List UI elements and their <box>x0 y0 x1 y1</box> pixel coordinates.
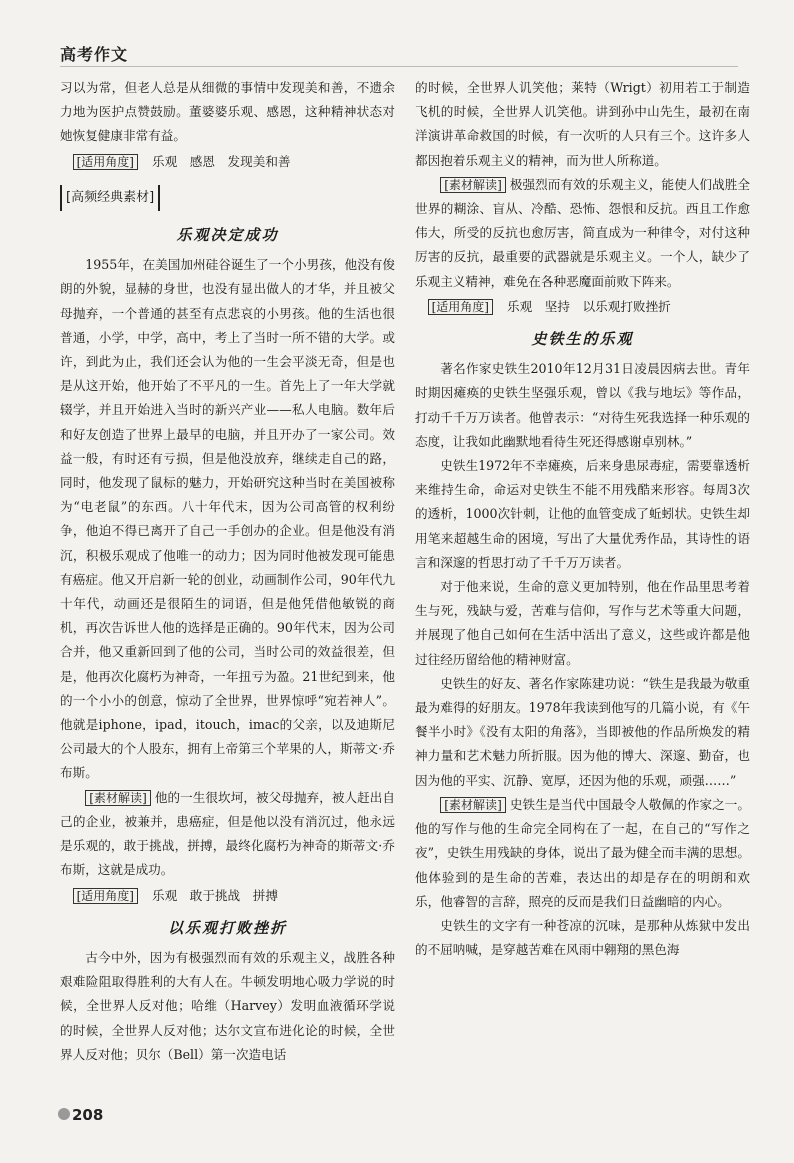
reading-text: 他的一生很坎坷，被父母抛弃，被人赶出自己的企业，被兼并，患癌症，但是他以没有消沉过，他永远是乐观的，敢于挑战，拼搏，最终化腐朽为神奇的斯蒂文·乔布斯，这就是成功。 <box>60 789 395 878</box>
article-2-body: 古今中外，因为有极强烈而有效的乐观主义，战胜各种艰难险阻取得胜利的大有人在。牛顿发明地心吸力学说的时候，全世界人反对他；哈维（Harvey）发明血液循环学说的时候，全世界人反对他；达尔文宣布进化论的时候，全世界人反对他；贝尔（Bell）第一次造电话 <box>60 949 395 1062</box>
article-2-reading <box>415 173 750 294</box>
header-divider <box>60 66 738 67</box>
reading-tag: [素材解读] <box>85 790 151 806</box>
reading-text: 史铁生是当代中国最令人敬佩的作家之一。他的写作与他的生命完全同构在了一起，在自己的“写作之夜”，史铁生用残缺的身体，说出了最为健全而丰满的思想。他体验到的是生命的苦难，表达出的却是存在的明朗和欢乐，他睿智的言辞，照亮的反而是我们日益幽暗的内心。 <box>415 796 750 909</box>
article-3-p4: 史铁生的好友、著名作家陈建功说：“铁生是我最为敬重最为难得的好朋友。1978年我读到他写的几篇小说，有《午餐半小时》《没有太阳的角落》，当即被他的作品所焕发的精神力量和艺术魅力所折服。因为他的博大、深邃、勤奋，也因为他的平实、沉静、宽厚，还因为他的乐观，顽强……” <box>415 675 750 788</box>
article-1-angle <box>60 884 395 908</box>
intro-angle <box>60 150 395 174</box>
article-title-2: 以乐观打败挫折 <box>167 918 287 937</box>
article-3-p1: 著名作家史铁生2010年12月31日凌晨因病去世。青年时期因瘫痪的史铁生坚强乐观，曾以《我与地坛》等作品，打动千千万万读者。他曾表示：“对待生死我选择一种乐观的态度，让我如此幽默地看待生死还得感谢卓别林。” <box>415 361 750 449</box>
article-2-continued: 的时候，全世界人讥笑他；莱特（Wrigt）初用若工于制造飞机的时候，全世界人讥笑他。讲到孙中山先生，最初在南洋演讲革命救国的时候，有一次听的人只有三个。这许多人都因抱着乐观主义的精神，而为世人所称道。 <box>415 80 750 168</box>
page-header-title: 高考作文 <box>60 45 129 64</box>
reading-text: 极强烈而有效的乐观主义，能使人们战胜全世界的糊涂、盲从、冷酷、恐怖、怨恨和反抗。西且工作愈伟大，所受的反抗也愈厉害，简直成为一种律令，对付这种厉害的反抗，最重要的武器就是乐观主义。一个人，缺少了乐观主义精神，难免在各种恶魔面前败下阵来。 <box>415 176 750 289</box>
reading-tag: [素材解读] <box>440 797 506 813</box>
article-1-body: 1955年，在美国加州硅谷诞生了一个小男孩，他没有俊朗的外貌，显赫的身世，也没有显出做人的才华，并且被父母抛弃，一个普通的甚至有点悲哀的小男孩。他的生活也很普通，小学，中学，高中，考上了当时一所不错的大学。或许，到此为止，我们还会认为他的一生会平淡无奇，但是也是从这开始，他开始了不平凡的一生。首先上了一年大学就辍学，并且开始进入当时的新兴产业——私人电脑。数年后和好友创造了世界上最早的电脑，并且开办了一家公司。效益一般，有时还有亏损，但是他没放弃，继续走自己的路，同时，他发现了鼠标的魅力，开始研究这种当时在美国被称为“电老鼠”的东西。八十年代末，因为公司高管的权利纷争，他迫不得已离开了自己一手创办的企业。但是他没有消沉，积极乐观成了他唯一的动力；因为同时他被发现可能患有癌症。他又开启新一轮的创业，动画制作公司，90年代九十年代，动画还是很陌生的词语，但是他凭借他敏锐的商机，再次告诉世人他的选择是正确的。90年代末，因为公司合并，他又重新回到了他的公司，当时公司的效益很差，但是，他再次化腐朽为神奇，一年扭亏为盈。21世纪到来，他的一个小小的创意，惊动了全世界，世界惊呼“宛若神人”。他就是iphone，ipad，itouch，imac的父亲，以及迪斯尼公司最大的个人股东，拥有上帝第三个苹果的人，斯蒂文·乔布斯。 <box>60 257 395 781</box>
angle-tag: [适用角度] <box>73 888 138 904</box>
article-3-p2: 史铁生1972年不幸瘫痪，后来身患尿毒症，需要靠透析来维持生命，命运对史铁生不能不用残酷来形容。每周3次的透析，1000次针刺，让他的血管变成了蚯蚓状。史铁生却用笔来超越生命的困境，写出了大量优秀作品，其诗性的语言和深邃的哲思打动了千千万万读者。 <box>415 458 750 570</box>
page-number: 208 <box>72 1106 104 1124</box>
reading-tag: [素材解读] <box>440 177 506 193</box>
angle-keywords: 乐观 坚持 以乐观打败挫折 <box>506 298 671 314</box>
section-banner: [高频经典素材] <box>60 185 160 211</box>
right-column <box>415 76 750 962</box>
article-2-angle <box>415 295 750 319</box>
article-3-p3: 对于他来说，生命的意义更加特别，他在作品里思考着生与死，残缺与爱，苦难与信仰，写作与艺术等重大问题，并展现了他自己如何在生活中活出了意义，这些或许都是他过往经历留给他的精神财富。 <box>415 579 750 667</box>
article-3-reading <box>415 793 750 914</box>
left-column <box>60 76 395 1067</box>
article-title-3: 史铁生的乐观 <box>531 330 634 349</box>
page-corner-dot <box>58 1108 70 1120</box>
angle-tag: [适用角度] <box>73 154 138 170</box>
angle-tag: [适用角度] <box>428 299 493 315</box>
angle-keywords: 乐观 敢于挑战 拼搏 <box>151 887 278 903</box>
article-3-p5: 史铁生的文字有一种苍凉的沉味，是那种从炼狱中发出的不屈呐喊，是穿越苦难在风雨中翱翔的黑色海 <box>415 917 750 958</box>
article-1-reading <box>60 786 395 883</box>
angle-keywords: 乐观 感恩 发现美和善 <box>151 153 291 169</box>
intro-paragraph: 习以为常，但老人总是从细微的事情中发现美和善，不遗余力地为医护点赞鼓励。董婆婆乐观、感恩，这种精神状态对她恢复健康非常有益。 <box>60 80 395 144</box>
article-title-1: 乐观决定成功 <box>176 226 279 245</box>
